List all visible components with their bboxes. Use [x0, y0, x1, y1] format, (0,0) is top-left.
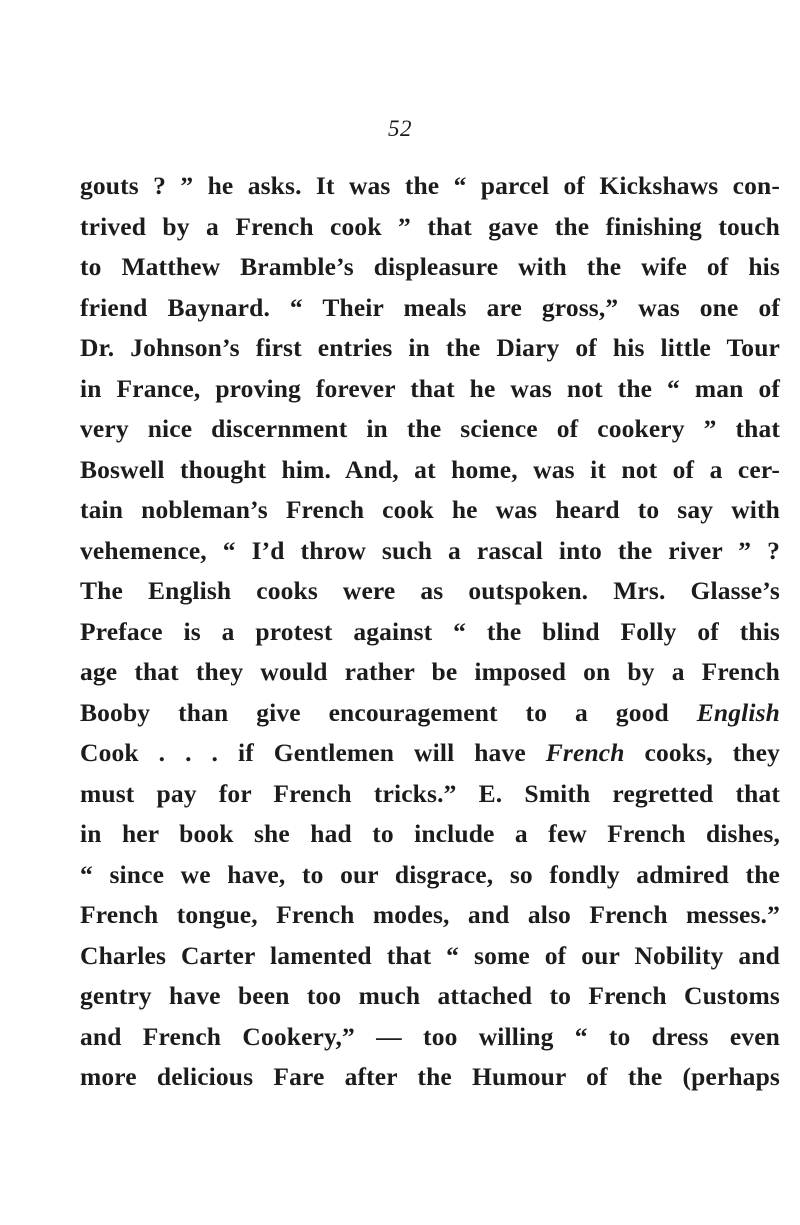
- text-line: in France, proving forever that he was not the “ man of: [80, 373, 780, 403]
- text-line-with-italic: [80, 733, 780, 774]
- text-segment: Booby than give encouragement to a good: [80, 697, 697, 727]
- text-line: tain nobleman’s French cook he was heard to say with: [80, 495, 780, 524]
- text-line: trived by a French cook ” that gave the finishing touch: [80, 211, 780, 241]
- text-line: vehemence, “ I’d throw such a rascal into the river ” ?: [80, 535, 780, 565]
- italic-word-french: French: [545, 738, 625, 767]
- text-line: friend Baynard. “ Their meals are gross,” was one of: [80, 292, 780, 322]
- text-line: Preface is a protest against “ the blind Folly of this: [80, 616, 780, 646]
- text-line: gouts ? ” he asks. It was the “ parcel of Kickshaws con-: [80, 171, 780, 200]
- text-line: Charles Carter lamented that “ some of our Nobility and: [80, 940, 780, 970]
- body-text: [80, 166, 780, 1098]
- text-line: in her book she had to include a few French dishes,: [80, 819, 780, 848]
- italic-word-english: English: [696, 697, 780, 727]
- text-line: French tongue, French modes, and also French messes.”: [80, 900, 780, 929]
- text-line: Boswell thought him. And, at home, was it not of a cer-: [80, 454, 780, 484]
- text-segment: cooks, they: [624, 738, 781, 767]
- text-line: to Matthew Bramble’s displeasure with the wife of his: [80, 252, 780, 281]
- text-line: more delicious Fare after the Humour of the (perhaps: [80, 1062, 780, 1091]
- text-line-with-italic: [80, 693, 780, 734]
- text-line: The English cooks were as outspoken. Mrs. Glasse’s: [80, 576, 780, 605]
- text-line: and French Cookery,” — too willing “ to dress even: [80, 1021, 780, 1051]
- text-line: “ since we have, to our disgrace, so fondly admired the: [80, 859, 780, 889]
- page-number: 52: [388, 116, 412, 141]
- text-line: gentry have been too much attached to French Customs: [80, 981, 780, 1010]
- text-line: age that they would rather be imposed on by a French: [80, 657, 780, 686]
- text-line: very nice discernment in the science of cookery ” that: [80, 414, 780, 443]
- text-segment: Cook . . . if Gentlemen will have: [80, 738, 546, 767]
- text-line: must pay for French tricks.” E. Smith regretted that: [80, 778, 780, 808]
- text-line: Dr. Johnson’s first entries in the Diary of his little Tour: [80, 333, 780, 362]
